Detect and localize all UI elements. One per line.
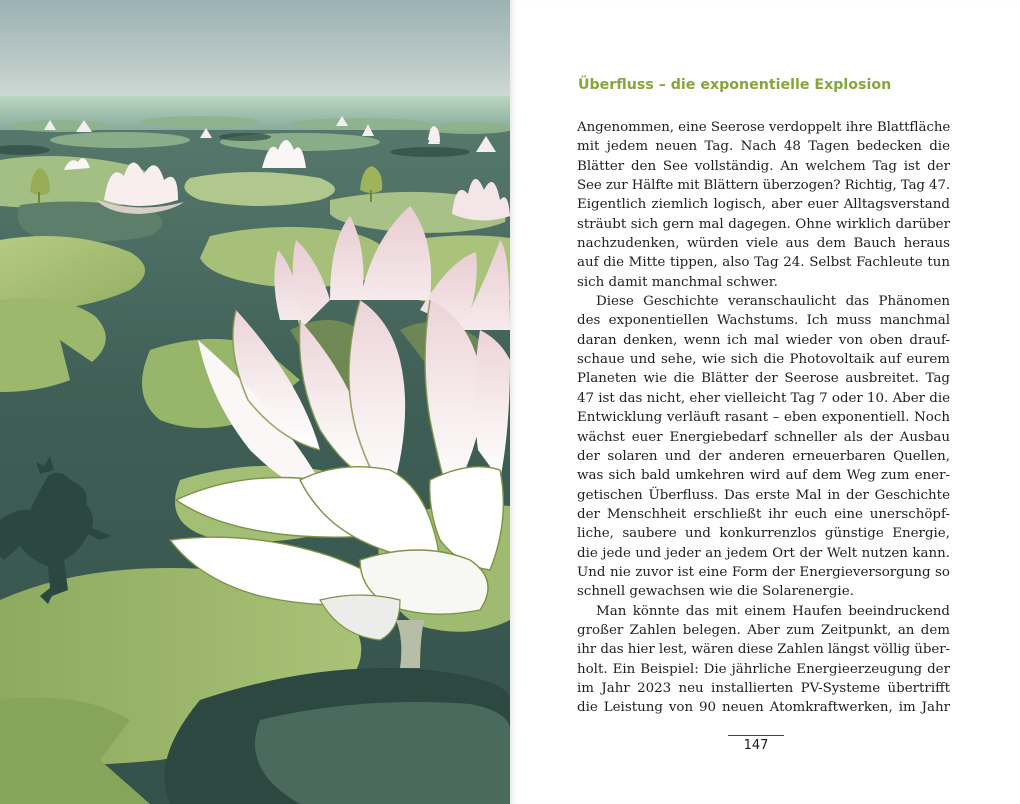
text-line: nachzudenken, würden viele aus dem Bauch heraus (577, 236, 950, 252)
text-line: der solaren und der anderen erneuerbaren Quellen, (577, 448, 950, 464)
text-line: im Jahr 2023 neu installierten PV-Systeme übertrifft (577, 680, 950, 696)
text-line: Und nie zuvor ist eine Form der Energieversorgung so (577, 564, 950, 580)
text-page (510, 0, 1020, 804)
chapter-heading: Überfluss – die exponentielle Explosion (578, 77, 892, 93)
text-line: schnell gewachsen wie die Solarenergie. (577, 584, 854, 600)
text-line: holt. Ein Beispiel: Die jährliche Energieerzeugung der (577, 661, 950, 677)
text-line: Planeten wie die Blätter der Seerose ausbreitet. Tag (577, 371, 950, 387)
text-line: getischen Überfluss. Das erste Mal in der Geschichte (577, 487, 950, 503)
text-line: großer Zahlen belegen. Aber zum Zeitpunkt, an dem (577, 622, 950, 638)
text-line: sträubt sich gern mal dagegen. Ohne wirklich darüber (577, 216, 950, 232)
text-line: was sich bald umkehren wird auf dem Weg zum ener- (577, 468, 950, 484)
text-line: die jede und jeder an jedem Ort der Welt nutzen kann. (577, 545, 950, 561)
text-line: sich damit manchmal schwer. (577, 274, 778, 290)
text-line: Blätter den See vollständig. An welchem Tag ist der (577, 158, 950, 174)
body-text (577, 118, 950, 718)
text-line: des exponentiellen Wachstums. Ich muss manchmal (577, 313, 950, 329)
text-line: auf die Mitte tippen, also Tag 24. Selbst Fachleute tun (577, 255, 950, 271)
text-line: Angenommen, eine Seerose verdoppelt ihre Blattfläche (577, 120, 951, 135)
text-line: See zur Hälfte mit Blättern überzogen? Richtig, Tag 47. (577, 178, 950, 194)
text-line: der Menschheit erschließt ihr euch eine unerschöpf- (577, 506, 950, 522)
text-line: ihr das hier lest, wären diese Zahlen längst völlig über- (577, 642, 950, 658)
text-line: Eigentlich ziemlich logisch, aber euer Alltagsverstand (577, 197, 950, 213)
text-line: daran denken, wenn ich mal wieder von oben drauf- (577, 332, 950, 348)
text-line: 47 ist das nicht, eher vielleicht Tag 7 oder 10. Aber die (577, 390, 950, 406)
text-line: schaue und sehe, wie sich die Photovoltaik auf eurem (577, 352, 950, 368)
page-number-rule (728, 735, 784, 736)
text-line: liche, saubere und konkurrenzlos günstige Energie, (577, 526, 950, 542)
text-line: Diese Geschichte veranschaulicht das Phänomen (596, 294, 950, 310)
text-line: Entwicklung verläuft rasant – eben exponentiell. Noch (577, 410, 950, 426)
text-line: Man könnte das mit einem Haufen beeindruckend (596, 603, 950, 619)
text-line: mit jedem neuen Tag. Nach 48 Tagen bedecken die (577, 139, 950, 155)
text-line: die Leistung von 90 neuen Atomkraftwerken, im Jahr (577, 700, 950, 716)
page-number: 147 (743, 738, 769, 753)
text-line: wächst euer Energiebedarf schneller als der Ausbau (577, 429, 950, 445)
